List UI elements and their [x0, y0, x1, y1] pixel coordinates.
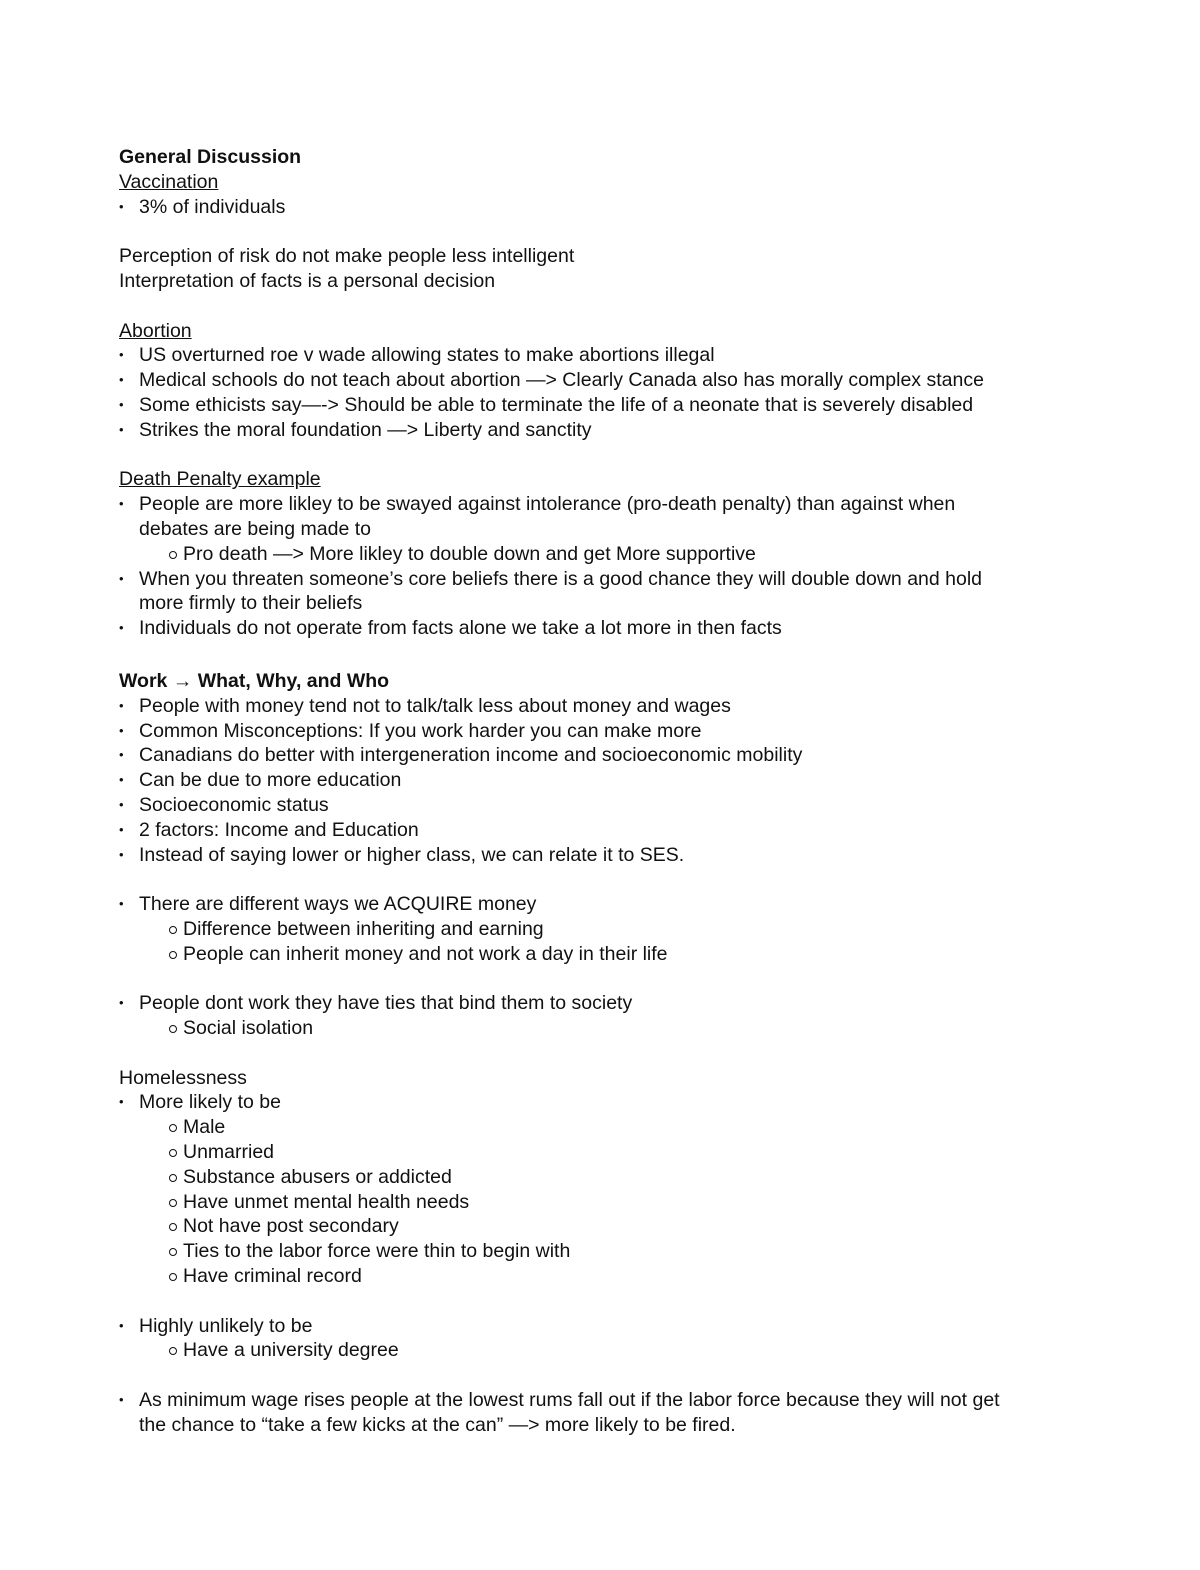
list-item: • More likely to be	[119, 1091, 281, 1114]
circle-bullet-icon	[169, 551, 177, 559]
bullet-icon: •	[119, 496, 124, 512]
bullet-icon: •	[119, 1317, 124, 1333]
sub-list-item: Male	[119, 1115, 1099, 1140]
list-item: • 3% of individuals	[119, 195, 286, 218]
bullet-icon: •	[119, 620, 124, 636]
bullet-icon: •	[119, 396, 124, 412]
list-item: • Instead of saying lower or higher class, we can relate it to SES.	[119, 843, 685, 866]
bullet-icon: •	[119, 896, 124, 912]
list-item: • US overturned roe v wade allowing states to make abortions illegal	[119, 344, 715, 367]
bullet-icon: •	[119, 821, 124, 837]
circle-bullet-icon	[169, 1199, 177, 1207]
list-item: • There are different ways we ACQUIRE money	[119, 893, 537, 916]
sub-list-item: Not have post secondary	[119, 1214, 1099, 1239]
bullet-icon: •	[119, 372, 124, 388]
section-heading-work: Work → What, Why, and Who	[119, 669, 390, 692]
bullet-icon: •	[119, 347, 124, 363]
list-item: • 2 factors: Income and Education	[119, 818, 419, 841]
list-item: • Strikes the moral foundation —> Liberty and sanctity	[119, 418, 592, 441]
list-item: • When you threaten someone’s core beliefs there is a good chance they will double down and hold more firmly to their beliefs	[119, 567, 983, 615]
list-item: • People with money tend not to talk/talk less about money and wages	[119, 694, 731, 717]
list-item: • Common Misconceptions: If you work harder you can make more	[119, 719, 702, 742]
section-heading: Vaccination	[119, 170, 219, 193]
circle-bullet-icon	[169, 1223, 177, 1231]
list-item: • Can be due to more education	[119, 769, 402, 792]
circle-bullet-icon	[169, 1273, 177, 1281]
circle-bullet-icon	[169, 926, 177, 934]
bullet-icon: •	[119, 846, 124, 862]
circle-bullet-icon	[169, 1248, 177, 1256]
sub-list-item: People can inherit money and not work a day in their life	[119, 942, 1099, 967]
bullet-icon: •	[119, 570, 124, 586]
section-heading-homelessness: Homelessness	[119, 1066, 247, 1089]
bullet-icon: •	[119, 995, 124, 1011]
circle-bullet-icon	[169, 1124, 177, 1132]
sub-list-item: Have unmet mental health needs	[119, 1190, 1099, 1215]
sub-list-item: Have a university degree	[119, 1338, 1099, 1363]
section-heading: Death Penalty example	[119, 468, 321, 491]
list-item: • As minimum wage rises people at the lowest rums fall out if the labor force because they will not get the chance to “take a few kicks at the can” —> more likely to be fired.	[119, 1389, 1000, 1436]
sub-list-item: Pro death —> More likley to double down and get More supportive	[119, 542, 1099, 567]
bullet-icon: •	[119, 198, 124, 214]
section-heading: Abortion	[119, 319, 192, 342]
notes-content	[119, 145, 1099, 1438]
list-item: • Some ethicists say—-> Should be able to terminate the life of a neonate that is severely disabled	[119, 393, 974, 416]
statement: Perception of risk do not make people less intelligent	[119, 245, 575, 268]
bullet-icon: •	[119, 796, 124, 812]
list-item: • Medical schools do not teach about abortion —> Clearly Canada also has morally complex stance	[119, 369, 984, 392]
sub-list-item: Ties to the labor force were thin to begin with	[119, 1239, 1099, 1264]
sub-list-item: Have criminal record	[119, 1264, 1099, 1289]
page-title: General Discussion	[119, 146, 302, 168]
list-item: • Individuals do not operate from facts alone we take a lot more in then facts	[119, 617, 782, 640]
bullet-icon: •	[119, 772, 124, 788]
sub-list-item: Unmarried	[119, 1140, 1099, 1165]
bullet-icon: •	[119, 1094, 124, 1110]
circle-bullet-icon	[169, 1347, 177, 1355]
circle-bullet-icon	[169, 1174, 177, 1182]
sub-list-item: Substance abusers or addicted	[119, 1165, 1099, 1190]
circle-bullet-icon	[169, 1149, 177, 1157]
list-item: • People dont work they have ties that bind them to society	[119, 992, 633, 1015]
bullet-icon: •	[119, 747, 124, 763]
sub-list-item: Social isolation	[119, 1016, 1099, 1041]
circle-bullet-icon	[169, 951, 177, 959]
bullet-icon: •	[119, 421, 124, 437]
list-item: • Highly unlikely to be	[119, 1314, 313, 1337]
list-item: • Socioeconomic status	[119, 793, 329, 816]
section-death-penalty	[119, 467, 1099, 492]
section-vaccination	[119, 170, 1099, 195]
statement: Interpretation of facts is a personal decision	[119, 269, 496, 292]
bullet-icon: •	[119, 722, 124, 738]
bullet-icon: •	[119, 697, 124, 713]
list-item: • People are more likley to be swayed against intolerance (pro-death penalty) than against when debates are being made to	[119, 493, 956, 540]
sub-list-item: Difference between inheriting and earning	[119, 917, 1099, 942]
section-abortion	[119, 319, 1099, 344]
circle-bullet-icon	[169, 1025, 177, 1033]
bullet-icon: •	[119, 1392, 124, 1408]
list-item: • Canadians do better with intergeneration income and socioeconomic mobility	[119, 744, 803, 767]
